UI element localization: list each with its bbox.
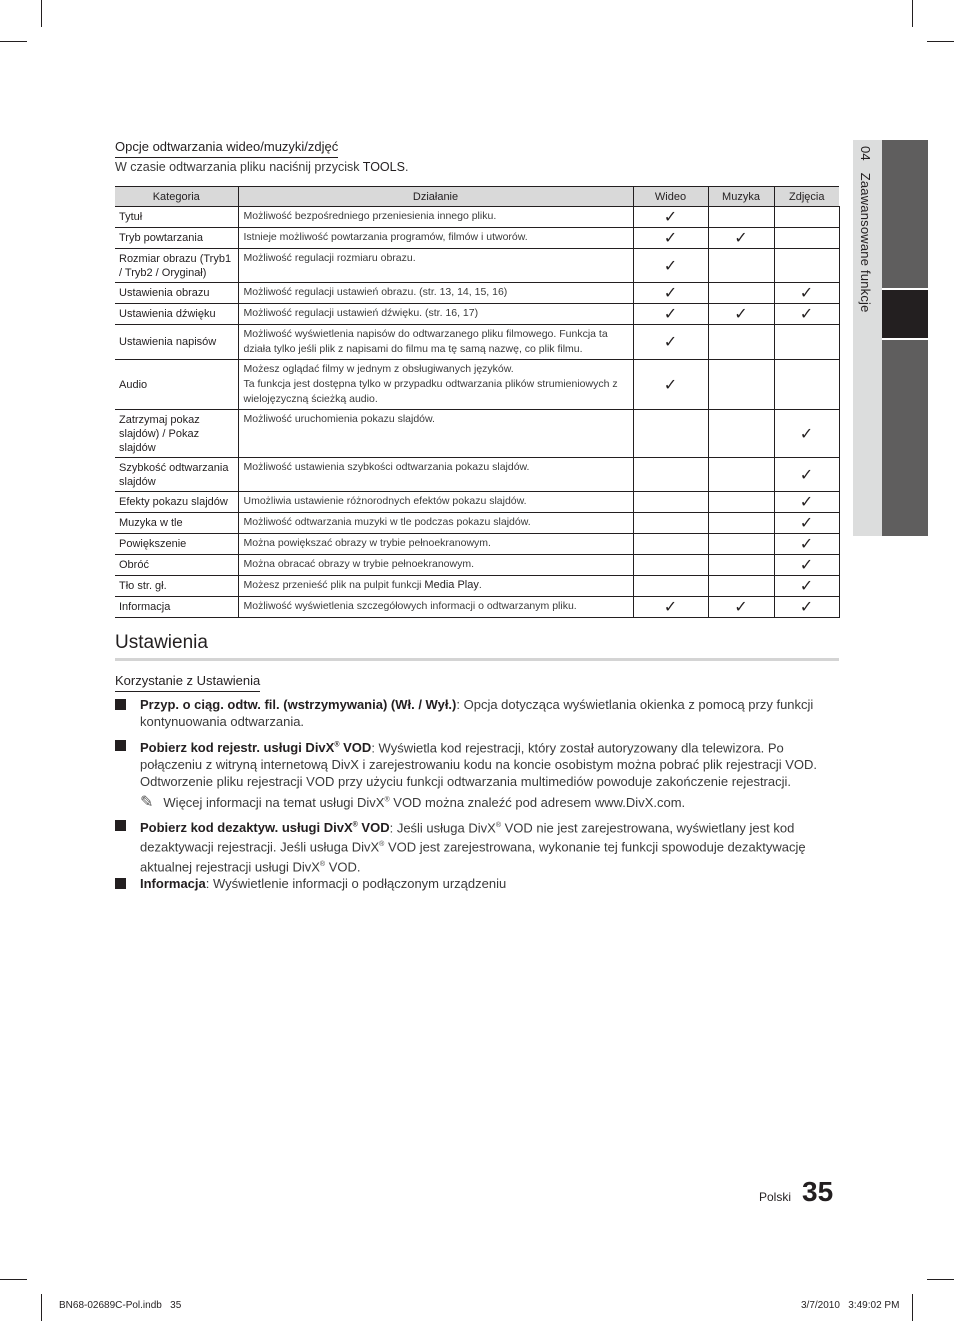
check-photos [774, 360, 839, 410]
check-video [633, 576, 708, 597]
check-photos: ✓ [774, 576, 839, 597]
crop-mark [41, 0, 42, 27]
check-photos: ✓ [774, 555, 839, 576]
table-header-row [115, 187, 839, 207]
row-action: Możliwość uruchomienia pokazu slajdów. [238, 410, 633, 458]
row-category: Efekty pokazu slajdów [115, 492, 238, 513]
row-action: Możliwość regulacji ustawień obrazu. (str. 13, 14, 15, 16) [238, 283, 633, 304]
check-music [708, 283, 774, 304]
row-action: Możesz przenieść plik na pulpit funkcji Media Play. [238, 576, 633, 597]
chapter-number: 04 [858, 146, 873, 161]
crop-mark [927, 41, 954, 42]
header-photos: Zdjęcia [774, 187, 839, 207]
tools-key: TOOLS [362, 160, 405, 174]
check-video [633, 492, 708, 513]
check-music [708, 360, 774, 410]
media-play-key: Media Play [424, 579, 479, 591]
table-row [115, 325, 839, 360]
row-category: Tytuł [115, 207, 238, 228]
row-action: Można obracać obrazy w trybie pełnoekranowym. [238, 555, 633, 576]
row-action: Możliwość wyświetlenia napisów do odtwarzanego pliku filmowego. Funkcja ta działa tylko jeśli plik z napisami do filmu ma tę samą nazwę, co plik filmu. [238, 325, 633, 360]
options-subtitle: Opcje odtwarzania wideo/muzyki/zdjęć [115, 139, 338, 158]
check-photos [774, 228, 839, 249]
row-category: Szybkość odtwarzania slajdów [115, 458, 238, 492]
settings-item: Informacja: Wyświetlenie informacji o podłączonym urządzeniu [115, 875, 825, 892]
crop-mark [927, 1279, 954, 1280]
settings-item: Pobierz kod dezaktyw. usługi DivX® VOD: Jeśli usługa DivX® VOD nie jest zarejestrowana, wyświetlany jest kod dezaktywacji rejestracji. Jeśli usługa DivX® VOD jest zarejestrowana, wykonanie tej funkcji spowoduje dezaktywację aktualnej rejestracji usługi DivX® VOD. [115, 817, 825, 875]
check-music: ✓ [708, 597, 774, 618]
check-music [708, 513, 774, 534]
side-tab-block [882, 140, 928, 288]
bullet-square-icon [115, 878, 126, 889]
intro-text: W czasie odtwarzania pliku naciśnij przycisk TOOLS. [115, 160, 409, 174]
check-music [708, 325, 774, 360]
footer-file-info: BN68-02689C-Pol.indb 35 [59, 1300, 182, 1311]
chapter-title: Zaawansowane funkcje [858, 172, 873, 313]
check-music [708, 249, 774, 283]
row-category: Ustawienia dźwięku [115, 304, 238, 325]
check-music [708, 555, 774, 576]
footer-language: Polski [759, 1190, 792, 1204]
table-row [115, 410, 839, 458]
side-tab-active-block [882, 290, 928, 338]
row-category: Zatrzymaj pokaz slajdów) / Pokaz slajdów [115, 410, 238, 458]
crop-mark [41, 1294, 42, 1321]
table-row [115, 534, 839, 555]
check-video [633, 458, 708, 492]
table-row [115, 597, 839, 618]
check-photos: ✓ [774, 492, 839, 513]
header-category: Kategoria [115, 187, 238, 207]
row-category: Obróć [115, 555, 238, 576]
check-video: ✓ [633, 304, 708, 325]
row-category: Muzyka w tle [115, 513, 238, 534]
bullet-square-icon [115, 740, 126, 751]
check-photos [774, 325, 839, 360]
chapter-label [858, 146, 873, 313]
table-row [115, 576, 839, 597]
check-photos: ✓ [774, 304, 839, 325]
row-category: Rozmiar obrazu (Tryb1 / Tryb2 / Oryginał) [115, 249, 238, 283]
check-video: ✓ [633, 228, 708, 249]
row-action: Możliwość wyświetlenia szczegółowych informacji o odtwarzanym pliku. [238, 597, 633, 618]
row-category: Tło str. gł. [115, 576, 238, 597]
crop-mark [912, 1294, 913, 1321]
row-action: Możliwość regulacji rozmiaru obrazu. [238, 249, 633, 283]
table-row [115, 555, 839, 576]
check-music [708, 410, 774, 458]
row-category: Tryb powtarzania [115, 228, 238, 249]
footer-date-info: 3/7/2010 3:49:02 PM [801, 1300, 900, 1311]
check-music [708, 458, 774, 492]
check-music [708, 534, 774, 555]
table-row [115, 360, 839, 410]
settings-item: Przyp. o ciąg. odtw. fil. (wstrzymywania) (Wł. / Wył.): Opcja dotycząca wyświetlania okienka z pomocą przy funkcji kontynuowania odtwarzania. [115, 696, 825, 730]
header-music: Muzyka [708, 187, 774, 207]
crop-mark [0, 41, 27, 42]
check-video [633, 513, 708, 534]
check-music: ✓ [708, 228, 774, 249]
check-photos [774, 207, 839, 228]
check-music [708, 576, 774, 597]
page-number: 35 [802, 1176, 834, 1207]
settings-item: Pobierz kod rejestr. usługi DivX® VOD: Wyświetla kod rejestracji, który został autoryzowany dla telewizora. Po połączeniu z witryną internetową DivX i zarejestrowaniu kodu na koncie osobistym można pobrać plik rejestracji VOD. Odtworzenie pliku rejestracji VOD przy użyciu funkcji odtwarzania multimediów powoduje zakończenie rejestracji. [115, 737, 825, 790]
row-action: Możliwość odtwarzania muzyki w tle podczas pokazu slajdów. [238, 513, 633, 534]
check-video [633, 534, 708, 555]
check-video [633, 410, 708, 458]
row-action: Możliwość regulacji ustawień dźwięku. (str. 16, 17) [238, 304, 633, 325]
check-photos: ✓ [774, 597, 839, 618]
pencil-icon: ✎ [140, 794, 154, 811]
row-category: Informacja [115, 597, 238, 618]
table-row [115, 304, 839, 325]
settings-subtitle: Korzystanie z Ustawienia [115, 673, 260, 692]
row-action: Można powiększać obrazy w trybie pełnoekranowym. [238, 534, 633, 555]
check-photos: ✓ [774, 534, 839, 555]
options-table [115, 186, 840, 618]
check-video: ✓ [633, 360, 708, 410]
crop-mark [0, 1279, 27, 1280]
check-video: ✓ [633, 325, 708, 360]
check-photos: ✓ [774, 410, 839, 458]
table-row [115, 458, 839, 492]
row-action: Możesz oglądać filmy w jednym z obsługiwanych języków. Ta funkcja jest dostępna tylko w przypadku odtwarzania plików strumieniowych z wielojęzyczną ścieżką audio. [238, 360, 633, 410]
check-video: ✓ [633, 207, 708, 228]
table-row [115, 492, 839, 513]
check-video [633, 555, 708, 576]
check-photos: ✓ [774, 458, 839, 492]
table-row [115, 207, 839, 228]
check-music [708, 207, 774, 228]
row-category: Ustawienia napisów [115, 325, 238, 360]
table-row [115, 228, 839, 249]
note-line: ✎ Więcej informacji na temat usługi DivX® VOD można znaleźć pod adresem www.DivX.com. [140, 794, 686, 811]
table-row [115, 283, 839, 304]
row-category: Audio [115, 360, 238, 410]
check-photos [774, 249, 839, 283]
check-music [708, 492, 774, 513]
side-tab-block [882, 340, 928, 536]
row-category: Powiększenie [115, 534, 238, 555]
check-video: ✓ [633, 249, 708, 283]
check-photos: ✓ [774, 283, 839, 304]
header-video: Wideo [633, 187, 708, 207]
row-action: Możliwość ustawienia szybkości odtwarzania pokazu slajdów. [238, 458, 633, 492]
check-music: ✓ [708, 304, 774, 325]
row-action: Umożliwia ustawienie różnorodnych efektów pokazu slajdów. [238, 492, 633, 513]
crop-mark [912, 0, 913, 27]
row-action: Istnieje możliwość powtarzania programów, filmów i utworów. [238, 228, 633, 249]
check-photos: ✓ [774, 513, 839, 534]
check-video: ✓ [633, 283, 708, 304]
header-action: Działanie [238, 187, 633, 207]
bullet-square-icon [115, 820, 126, 831]
table-row [115, 513, 839, 534]
table-row [115, 249, 839, 283]
check-video: ✓ [633, 597, 708, 618]
bullet-square-icon [115, 699, 126, 710]
section-title: Ustawienia [115, 632, 839, 661]
row-category: Ustawienia obrazu [115, 283, 238, 304]
row-action: Możliwość bezpośredniego przeniesienia innego pliku. [238, 207, 633, 228]
